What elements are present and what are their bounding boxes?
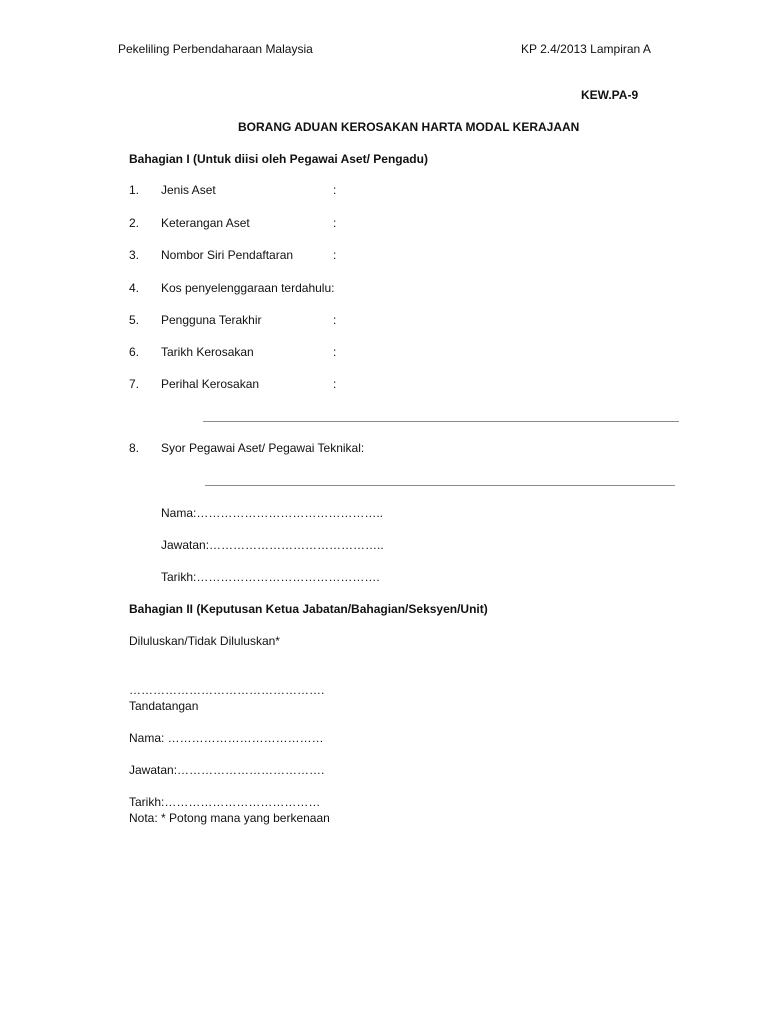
section1-jawatan-field[interactable]: Jawatan:…………………………………….. <box>161 538 384 552</box>
item-colon: : <box>333 377 337 391</box>
item-colon: : <box>333 183 337 197</box>
section1-heading: Bahagian I (Untuk diisi oleh Pegawai Aset/ Pengadu) <box>129 152 428 166</box>
signature-line[interactable]: …………………………………………. <box>129 683 325 697</box>
item-label-syor-pegawai: Syor Pegawai Aset/ Pegawai Teknikal: <box>161 441 365 455</box>
item-label-perihal-kerosakan: Perihal Kerosakan <box>161 377 260 391</box>
form-title: BORANG ADUAN KEROSAKAN HARTA MODAL KERAJAAN <box>238 120 580 134</box>
header-right: KP 2.4/2013 Lampiran A <box>521 42 651 56</box>
item-number: 2. <box>129 216 140 230</box>
item-number: 3. <box>129 248 140 262</box>
footnote: Nota: * Potong mana yang berkenaan <box>129 811 330 825</box>
item-number: 5. <box>129 313 140 327</box>
item-label-kos-penyelenggaraan: Kos penyelenggaraan terdahulu: <box>161 281 335 295</box>
item-label-tarikh-kerosakan: Tarikh Kerosakan <box>161 345 254 359</box>
approval-decision[interactable]: Diluluskan/Tidak Diluluskan* <box>129 634 280 648</box>
section2-tarikh-field[interactable]: Tarikh:………………………………… <box>129 795 321 809</box>
form-code: KEW.PA-9 <box>581 88 639 102</box>
syor-writing-line[interactable] <box>205 485 675 486</box>
item-number: 6. <box>129 345 140 359</box>
item-label-pengguna-terakhir: Pengguna Terakhir <box>161 313 262 327</box>
item-number: 1. <box>129 183 140 197</box>
signature-label: Tandatangan <box>129 699 199 713</box>
perihal-kerosakan-writing-line[interactable] <box>203 421 679 422</box>
item-number: 8. <box>129 441 140 455</box>
header-left: Pekeliling Perbendaharaan Malaysia <box>118 42 313 56</box>
item-label-jenis-aset: Jenis Aset <box>161 183 216 197</box>
item-colon: : <box>333 313 337 327</box>
section1-nama-field[interactable]: Nama:……………………………………….. <box>161 506 384 520</box>
section2-heading: Bahagian II (Keputusan Ketua Jabatan/Bahagian/Seksyen/Unit) <box>129 602 488 616</box>
item-number: 7. <box>129 377 140 391</box>
item-colon: : <box>333 345 337 359</box>
item-colon: : <box>333 216 337 230</box>
section1-tarikh-field[interactable]: Tarikh:………………………………………. <box>161 570 380 584</box>
item-label-nombor-siri: Nombor Siri Pendaftaran <box>161 248 294 262</box>
section2-nama-field[interactable]: Nama: ………………………………… <box>129 731 324 745</box>
item-colon: : <box>333 248 337 262</box>
item-label-keterangan-aset: Keterangan Aset <box>161 216 250 230</box>
item-number: 4. <box>129 281 140 295</box>
section2-jawatan-field[interactable]: Jawatan:………………………………. <box>129 763 325 777</box>
